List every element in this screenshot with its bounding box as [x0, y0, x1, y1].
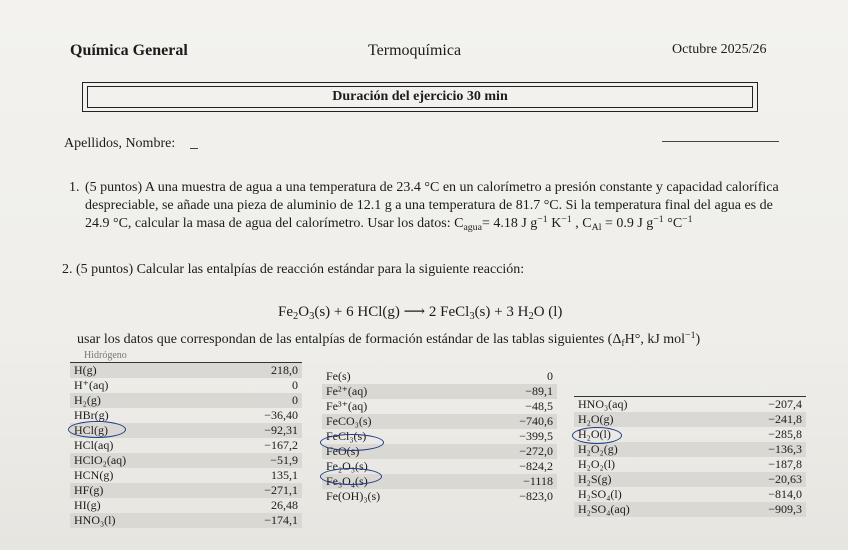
table-row [70, 498, 302, 513]
exam-date: Octubre 2025/26 [672, 42, 767, 57]
table-row [70, 378, 302, 393]
enthalpy-value: −399,5 [519, 429, 553, 443]
enthalpy-value: 0 [292, 393, 298, 407]
duration-box [82, 82, 758, 112]
question-1-number: 1. [69, 180, 80, 195]
enthalpy-value: −89,1 [525, 384, 553, 398]
enthalpy-value: −20,63 [768, 472, 802, 486]
enthalpy-value: −187,8 [768, 457, 802, 471]
enthalpy-value: −823,0 [519, 489, 553, 503]
table-row [574, 487, 806, 502]
table-row [322, 369, 557, 384]
species-name: Fe²⁺(aq) [326, 384, 368, 398]
species-name: FeO(s) [326, 444, 360, 458]
species-name: HCN(g) [74, 468, 114, 482]
pen-circle-fecl3 [320, 434, 384, 451]
species-name: Fe(OH)₃(s) [326, 489, 381, 503]
species-name: Fe(s) [326, 369, 351, 383]
table-row [70, 468, 302, 483]
enthalpy-value: 218,0 [271, 363, 298, 377]
enthalpy-value: −824,2 [519, 459, 553, 473]
species-name: H₂O₂(g) [578, 442, 618, 456]
enthalpy-value: −48,5 [525, 399, 553, 413]
duration-text: Duración del ejercicio 30 min [87, 86, 753, 108]
table-row [322, 414, 557, 429]
species-name: HBr(g) [74, 408, 109, 422]
table-row [322, 399, 557, 414]
pen-circle-hcl [68, 421, 126, 438]
enthalpy-value: −51,9 [270, 453, 298, 467]
species-name: H₂(g) [74, 393, 101, 407]
question-1-text: (5 puntos) A una muestra de agua a una temperatura de 23.4 °C en un calorímetro a presión constante y capacidad calorífica despreciable, se añade una pieza de aluminio de 12.1 g a una temperatura de 81.7 °C. Si la temperatura final del agua es de 24.9 °C, calcular la masa de agua del calorímetro. Usar los datos: $C_{agua}= 4.18$ J $g^{-1}$ $K^{-1}$ , $C_{Al} = 0.9$ J $g^{-1}$ $^\circ C^{-1}$ [85, 180, 779, 233]
species-name: H⁺(aq) [74, 378, 109, 392]
species-name: FeCO₃(s) [326, 414, 372, 428]
species-name: HI(g) [74, 498, 101, 512]
enthalpy-value: −1118 [523, 474, 553, 488]
table-row [574, 412, 806, 427]
species-name: HClO₂(aq) [74, 453, 127, 467]
species-name: HNO₃(aq) [578, 397, 628, 411]
species-name: HF(g) [74, 483, 104, 497]
enthalpy-value: −207,4 [768, 397, 802, 411]
name-blank [190, 148, 198, 149]
question-1 [69, 179, 789, 233]
enthalpy-table-hydrogen [70, 362, 302, 528]
species-name: Fe₃O₄(s) [326, 474, 368, 488]
table-row [574, 457, 806, 472]
enthalpy-value: −285,8 [768, 427, 802, 441]
enthalpy-value: −241,8 [768, 412, 802, 426]
topic-title: Termoquímica [368, 42, 462, 59]
species-name: HCl(aq) [74, 438, 114, 452]
enthalpy-value: −271,1 [264, 483, 298, 497]
name-label: Apellidos, Nombre: [64, 136, 176, 151]
enthalpy-value: 0 [547, 369, 553, 383]
table-row [574, 397, 806, 412]
species-name: H₂O₂(l) [578, 457, 616, 471]
species-name: Fe₂O₃(s) [326, 459, 368, 473]
enthalpy-value: −272,0 [519, 444, 553, 458]
species-name: H(g) [74, 363, 97, 377]
enthalpy-value: 0 [292, 378, 298, 392]
enthalpy-value: −167,2 [264, 438, 298, 452]
species-name: H₂O(g) [578, 412, 614, 426]
enthalpy-value: 26,48 [271, 498, 298, 512]
enthalpy-value: −740,6 [519, 414, 553, 428]
pen-circle-fe2o3 [320, 468, 382, 485]
enthalpy-value: −136,3 [768, 442, 802, 456]
pen-circle-h2o-l [572, 427, 622, 444]
table-row [322, 384, 557, 399]
enthalpy-value: −92,31 [264, 423, 298, 437]
faint-table-header: Hidrógeno [84, 350, 127, 361]
enthalpy-table-misc [574, 396, 806, 517]
species-name: HNO₃(l) [74, 513, 116, 527]
data-instructions: usar los datos que correspondan de las entalpías de formación estándar de las tablas siguientes ($\Delta_fH^\circ$, kJ mol$^{-1}$) [77, 330, 701, 349]
table-row [70, 483, 302, 498]
enthalpy-value: −36,40 [264, 408, 298, 422]
table-row [70, 393, 302, 408]
species-name: FeCl₃(s) [326, 429, 367, 443]
course-title: Química General [70, 42, 188, 59]
species-name: HCl(g) [74, 423, 108, 437]
enthalpy-value: −814,0 [768, 487, 802, 501]
table-row [574, 502, 806, 517]
enthalpy-value: −909,3 [768, 502, 802, 516]
table-row [70, 438, 302, 453]
enthalpy-value: 135,1 [271, 468, 298, 482]
name-answer-line [662, 141, 779, 142]
species-name: H₂S(g) [578, 472, 612, 486]
table-row [70, 453, 302, 468]
table-row [574, 472, 806, 487]
enthalpy-value: −174,1 [264, 513, 298, 527]
species-name: H₂O(l) [578, 427, 611, 441]
table-row [70, 513, 302, 528]
table-row [322, 489, 557, 504]
species-name: H₂SO₄(l) [578, 487, 622, 501]
table-row [70, 363, 302, 378]
table-row [574, 442, 806, 457]
reaction-equation: $Fe_2O_3(s) + 6$ HCl(g) ⟶ 2 FeCl$_3$(s) + 3 $H_2O$ (l) [278, 304, 563, 323]
species-name: H₂SO₄(aq) [578, 502, 630, 516]
species-name: Fe³⁺(aq) [326, 399, 368, 413]
question-2: 2. (5 puntos) Calcular las entalpías de reacción estándar para la siguiente reacción: [62, 262, 525, 277]
